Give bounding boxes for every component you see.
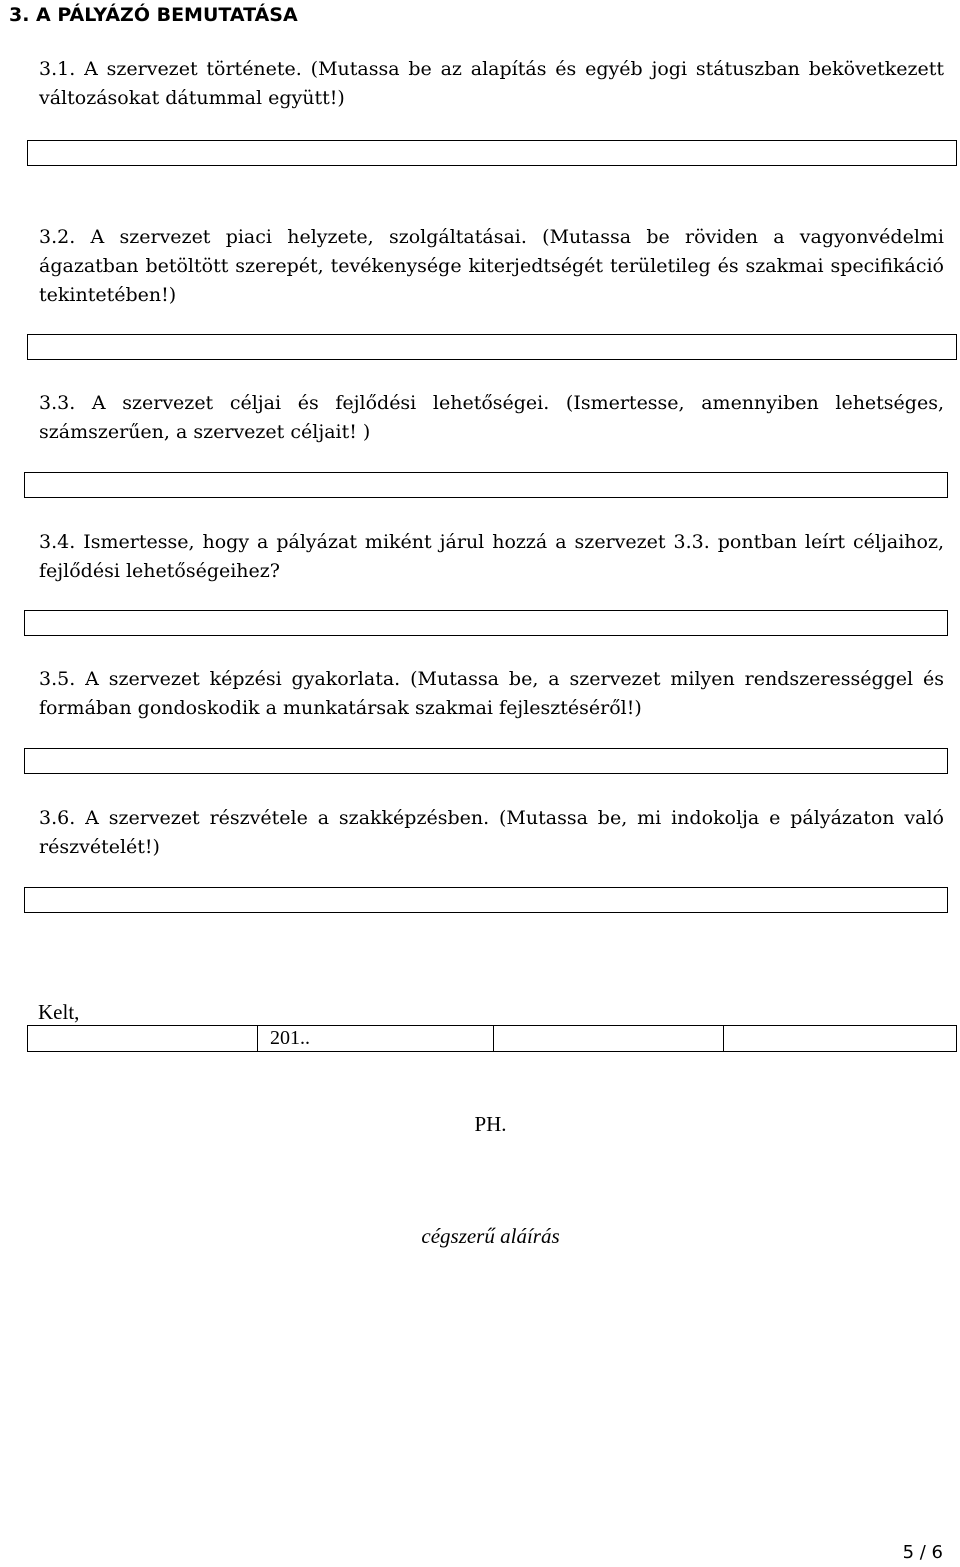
question-3-4-text: 3.4. Ismertesse, hogy a pályázat miként járul hozzá a szervezet 3.3. pontban leírt céljaihoz, fejlődési lehetőségeihez? <box>39 531 944 582</box>
date-row <box>27 1025 957 1052</box>
question-3-3-text: 3.3. A szervezet céljai és fejlődési lehetőségei. (Ismertesse, amennyiben lehetséges, számszerűen, a szervezet céljait! ) <box>39 392 944 443</box>
answer-field-3-3[interactable] <box>24 472 948 498</box>
answer-field-3-5[interactable] <box>24 748 948 774</box>
date-place-cell[interactable] <box>28 1026 258 1051</box>
answer-field-3-1[interactable] <box>27 140 957 166</box>
signature-label: cégszerű aláírás <box>421 1224 560 1248</box>
section-heading: 3. A PÁLYÁZÓ BEMUTATÁSA <box>9 4 298 26</box>
question-3-2-text: 3.2. A szervezet piaci helyzete, szolgáltatásai. (Mutassa be röviden a vagyonvédelmi ágazatban betöltött szerepét, tevékenysége kiterjedtségét területileg és szakmai specifikáció tekintetében!) <box>39 226 944 306</box>
answer-field-3-6[interactable] <box>24 887 948 913</box>
page-number: 5 / 6 <box>902 1542 943 1563</box>
question-3-6-text: 3.6. A szervezet részvétele a szakképzésben. (Mutassa be, mi indokolja e pályázaton való részvételét!) <box>39 807 944 858</box>
answer-field-3-4[interactable] <box>24 610 948 636</box>
question-3-5-text: 3.5. A szervezet képzési gyakorlata. (Mutassa be, a szervezet milyen rendszerességgel és formában gondoskodik a munkatársak szakmai fejlesztéséről!) <box>39 668 944 719</box>
stamp-label: PH. <box>474 1112 507 1136</box>
date-day-cell[interactable] <box>724 1026 956 1051</box>
kelt-label: Kelt, <box>38 1000 80 1024</box>
date-year-cell[interactable]: 201.. <box>258 1026 494 1051</box>
question-3-1-text: 3.1. A szervezet története. (Mutassa be az alapítás és egyéb jogi státuszban bekövetkezett változásokat dátummal együtt!) <box>39 58 944 109</box>
date-month-cell[interactable] <box>494 1026 724 1051</box>
answer-field-3-2[interactable] <box>27 334 957 360</box>
